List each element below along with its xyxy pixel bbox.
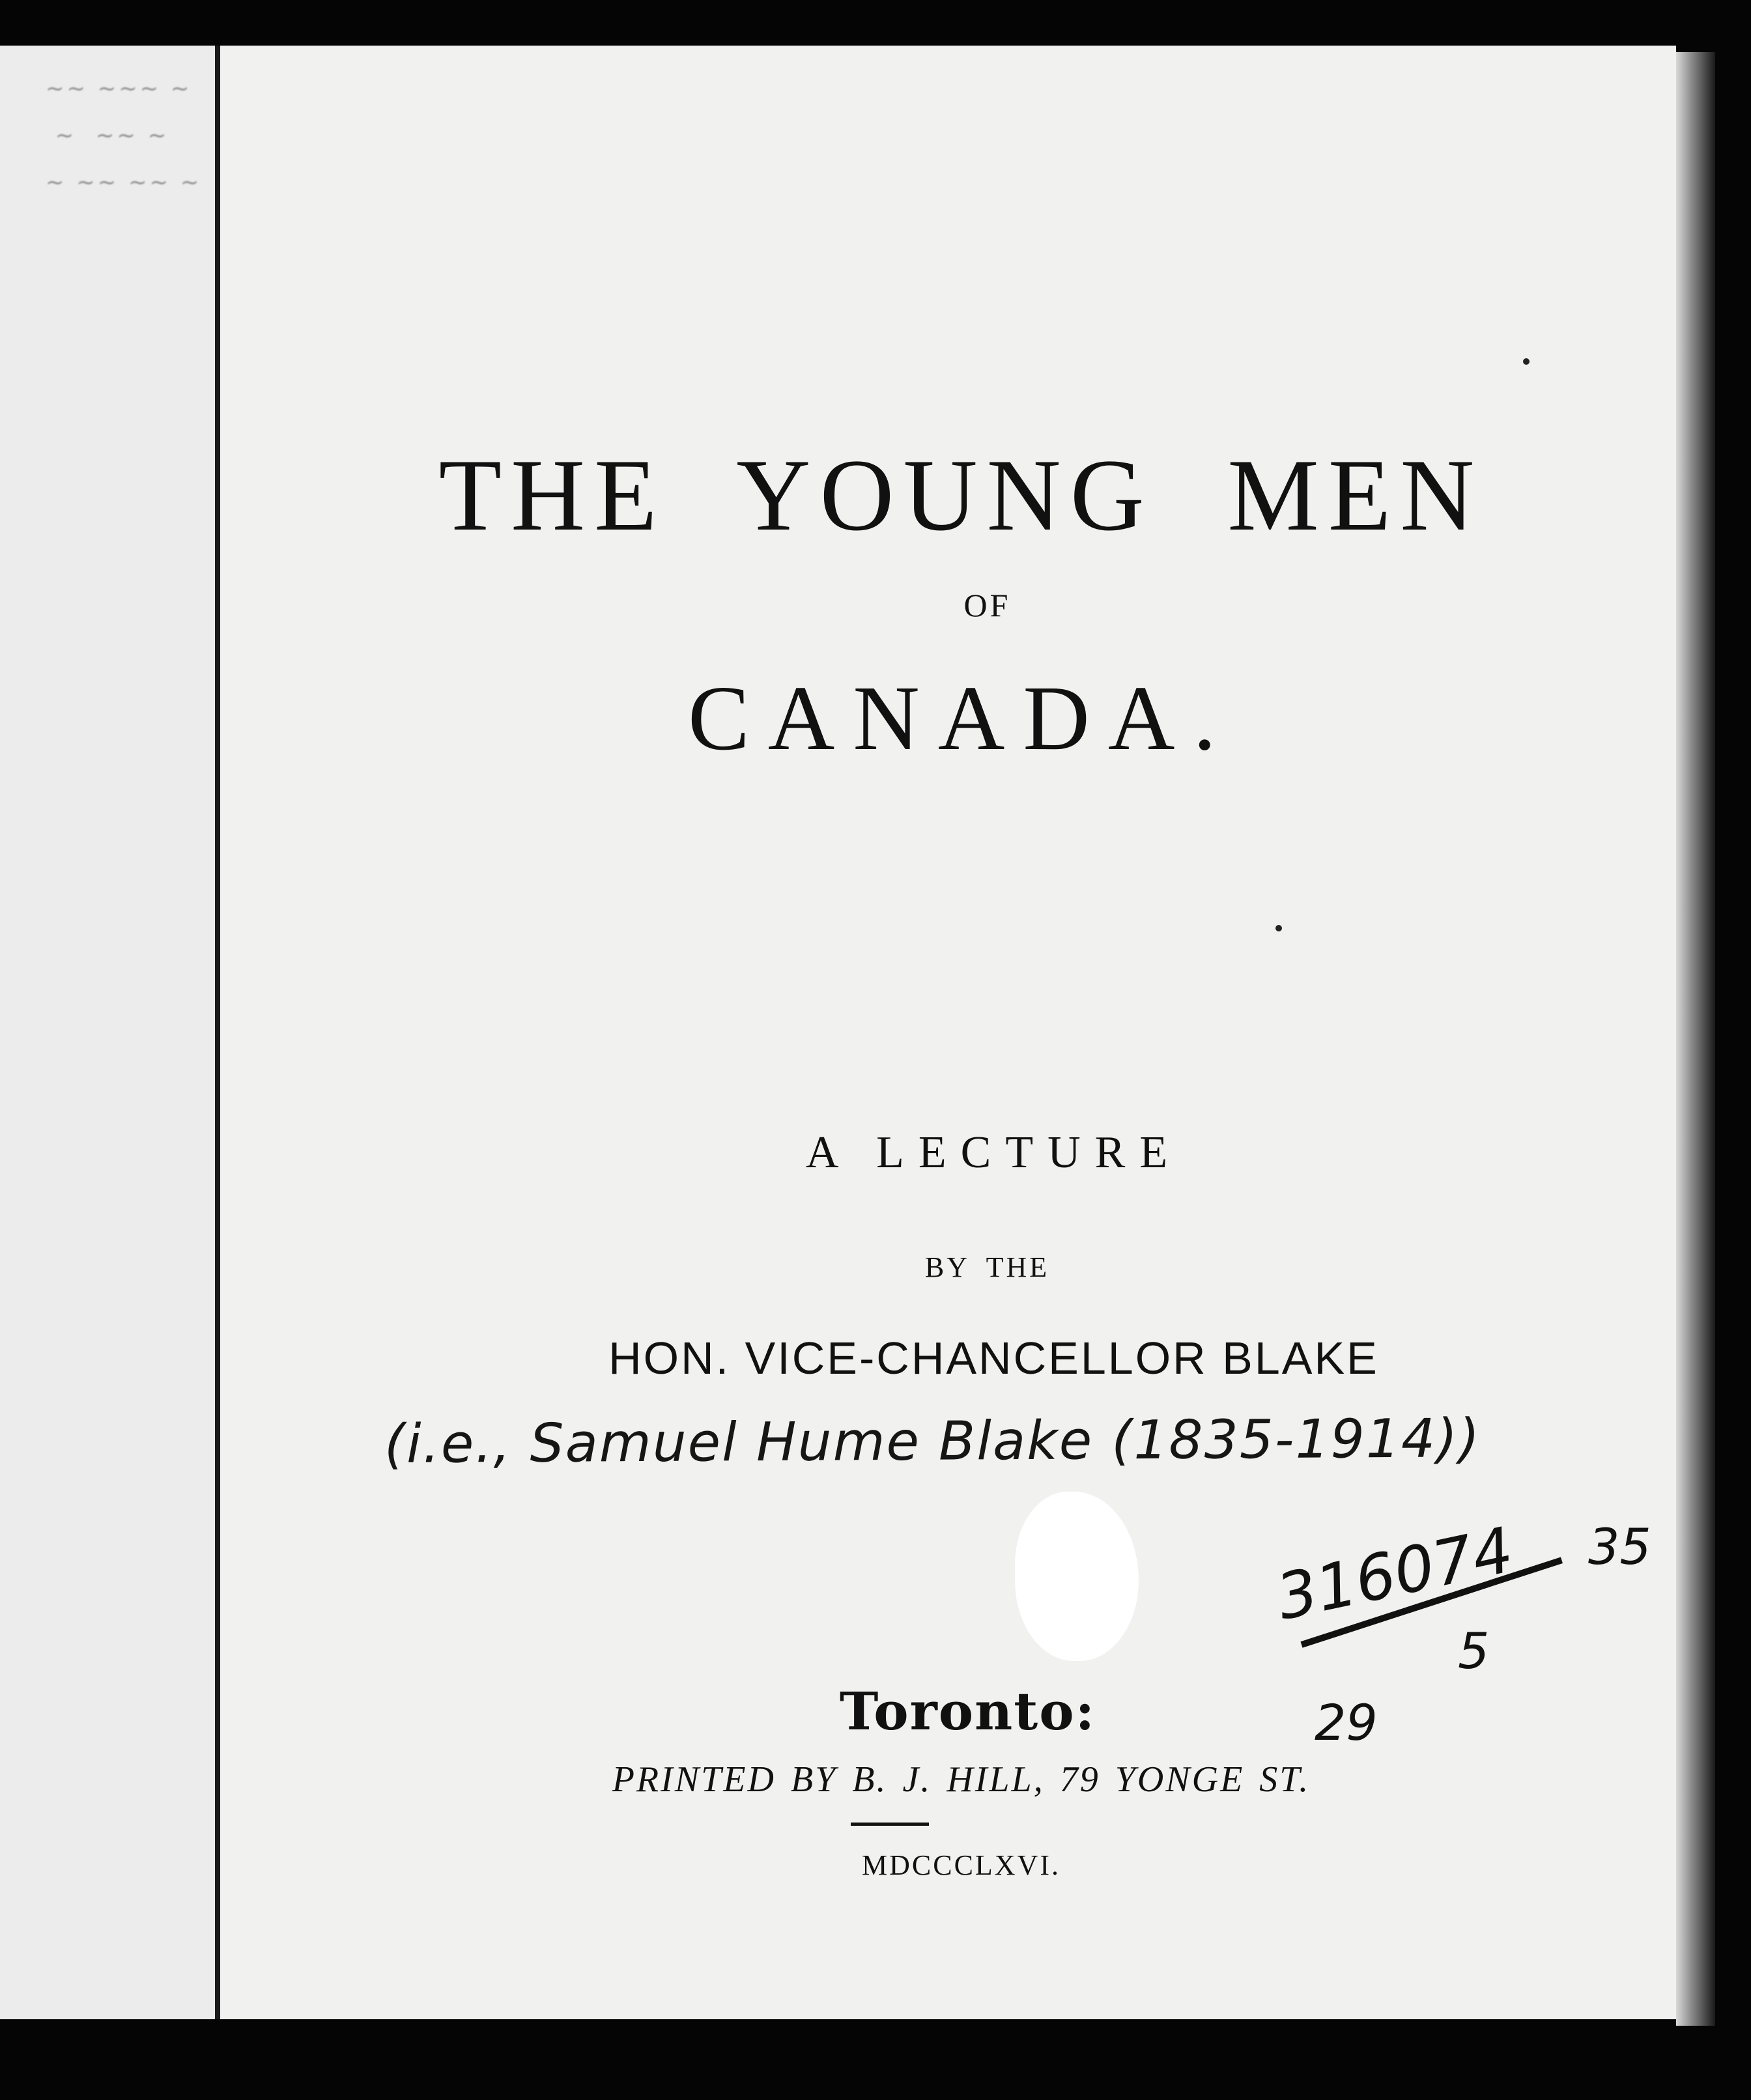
imprint-printer: PRINTED BY B. J. HILL, 79 YONGE ST.	[612, 1759, 1311, 1800]
faint-margin-marks: ~~ ~~~ ~ ~ ~~ ~ ~ ~~ ~~ ~	[46, 76, 202, 195]
paper-speck	[1523, 358, 1530, 365]
subtitle: A LECTURE	[805, 1128, 1182, 1178]
title-of: OF	[963, 587, 1011, 623]
accession-day: 29	[1315, 1694, 1378, 1752]
accession-number: 316074	[1270, 1513, 1520, 1634]
paper-speck	[1275, 925, 1282, 931]
imprint-date: MDCCCLXVI.	[861, 1849, 1061, 1881]
author-name: HON. VICE-CHANCELLOR BLAKE	[608, 1333, 1379, 1383]
page-edge-shadow	[1676, 52, 1715, 2026]
title-page	[220, 46, 1676, 2019]
paper-blemish	[1015, 1492, 1139, 1661]
accession-year: 35	[1588, 1518, 1651, 1576]
imprint-divider	[851, 1823, 929, 1826]
accession-month: 5	[1458, 1622, 1490, 1680]
by-line: BY THE	[924, 1251, 1050, 1283]
binding-margin	[0, 46, 220, 2019]
title-line-1: THE YOUNG MEN	[438, 438, 1484, 552]
title-line-2: CANADA.	[688, 666, 1234, 769]
imprint-place: Toronto:	[839, 1681, 1096, 1742]
handwritten-attribution: (i.e., Samuel Hume Blake (1835-1914))	[384, 1408, 1481, 1476]
